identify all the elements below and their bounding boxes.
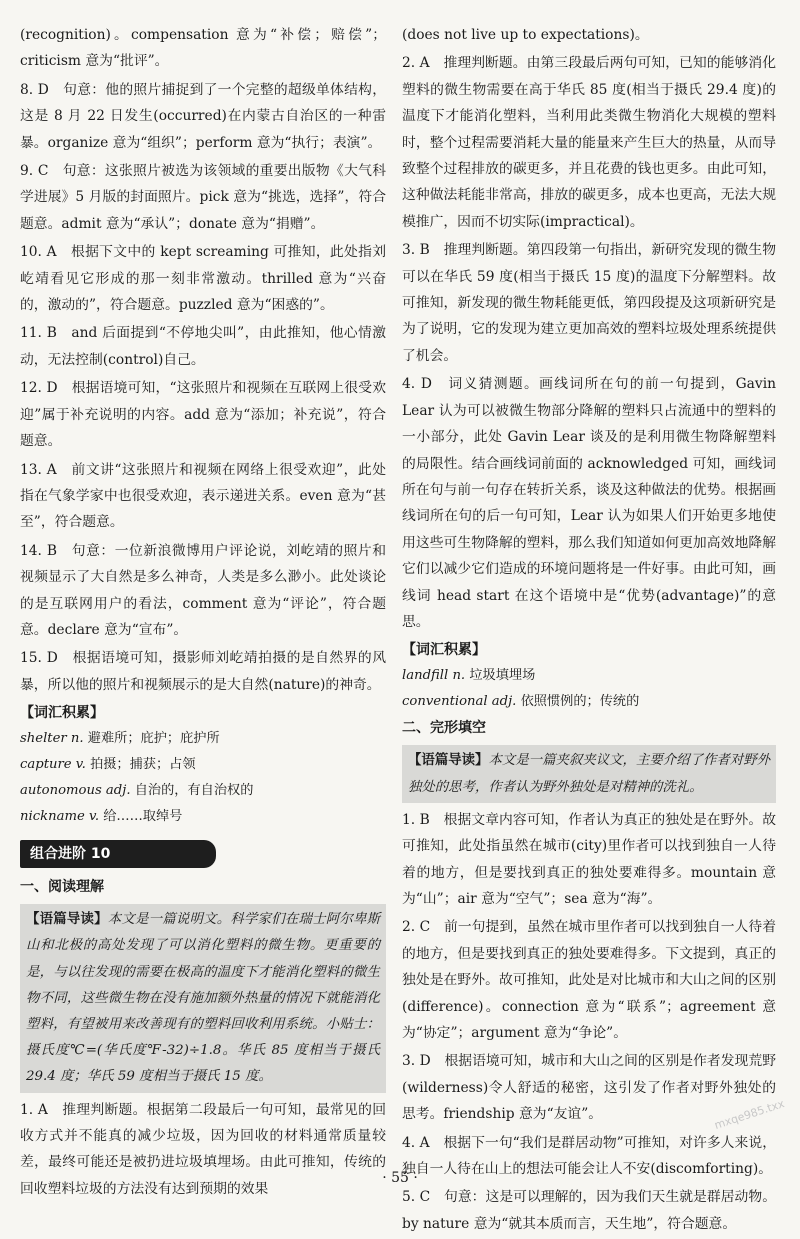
vocab-item: capture v. 拍摄；捕获；占领 (20, 757, 196, 773)
answer-item-3: 3. B 推理判断题。第四段第一句指出，新研究发现的微生物可以在华氏 59 度(相当于摄氏 15 度)的温度下分解塑料。故可推知，新发现的微生物耗能更低，第四段提及这项新研究是为了说明，它的发现为建立更加高效的塑料垃圾处理系统提供了机会。 (402, 242, 776, 364)
answer-item-1: 1. A 推理判断题。根据第二段最后一句可知，最常见的回收方式并不能真的减少垃圾，因为回收的材料通常质量较差，最终可能还是被扔进垃圾填埋场。由此可推知，传统的回收塑料垃圾的方法没有达到预期的效果 (20, 1101, 386, 1197)
section-title: 一、阅读理解 (20, 879, 104, 896)
answer-item-2: 2. A 推理判断题。由第三段最后两句可知，已知的能够消化塑料的微生物需要在高于华氏 85 度(相当于摄氏 29.4 度)的温度下才能消化塑料，当利用此类微生物消化大规模的塑料时，整个过程需要消耗大量的能量来产生巨大的热量，从而导致整个过程排放的碳更多，并且花费的钱也更多。由此可知，这种做法耗能非常高，排放的碳更多，成本也更高，无法大规模推广，因而不切实际(impractical)。 (402, 55, 776, 230)
answer-item-10: 10. A 根据下文中的 kept screaming 可推知，此处指刘屹靖看见它形成的那一刻非常激动。thrilled 意为“兴奋的，激动的”，符合题意。puzzled 意为“困惑的”。 (20, 244, 386, 314)
answer-item-8: 8. D 句意：他的照片捕捉到了一个完整的超级单体结构，这是 8 月 22 日发生(occurred)在内蒙古自治区的一种雷暴。organize 意为“组织”；perform 意为“执行；表演”。 (20, 81, 386, 151)
page-number: · 55 · (382, 1170, 418, 1186)
cloze-item-2: 2. C 前一句提到，虽然在城市里作者可以找到独自一人待着的地方，但是要找到真正的独处要难得多。下文提到，真正的独处是在野外。故可推知，此处是对比城市和大山之间的区别(difference)。connection 意为“联系”；agreement 意为“协定”；argument 意为“争论”。 (402, 919, 776, 1041)
cloze-item-4: 4. A 根据下一句“我们是群居动物”可推知，对许多人来说，独自一人待在山上的想法可能会让人不安(discomforting)。 (402, 1134, 776, 1178)
section-banner: 组合进阶 10 (20, 840, 216, 868)
right-column (402, 22, 776, 1239)
vocab-header: 【词汇积累】 (20, 705, 104, 722)
answer-item-9: 9. C 句意：这张照片被选为该领域的重要出版物《大气科学进展》5 月版的封面照片。pick 意为“挑选，选择”，符合题意。admit 意为“承认”；donate 意为“捐赠”。 (20, 163, 386, 232)
vocab-item: nickname v. 给……取绰号 (20, 809, 183, 825)
vocab-item: landfill n. 垃圾填埋场 (402, 668, 536, 684)
answer-item-15: 15. D 根据语境可知，摄影师刘屹靖拍摄的是自然界的风暴，所以他的照片和视频展示的是大自然(nature)的神奇。 (20, 650, 386, 693)
left-column (20, 22, 386, 1204)
answer-item-12: 12. D 根据语境可知，“这张照片和视频在互联网上很受欢迎”属于补充说明的内容。add 意为“添加；补充说”，符合题意。 (20, 380, 386, 450)
cloze-item-3: 3. D 根据语境可知，城市和大山之间的区别是作者发现荒野(wilderness)令人舒适的秘密，这引发了作者对野外独处的思考。friendship 意为“友谊”。 (402, 1053, 776, 1123)
vocab-item: conventional adj. 依照惯例的；传统的 (402, 694, 640, 710)
section-title: 二、完形填空 (402, 720, 486, 737)
answer-item-4: 4. D 词义猜测题。画线词所在句的前一句提到，Gavin Lear 认为可以被微生物部分降解的塑料只占流通中的塑料的一小部分，此处 Gavin Lear 谈及的是利用微生物降解塑料的局限性。结合画线词前面的 acknowledged 可知，画线词所在句与前一句存在转折关系，谈及这种做法的优势。根据画线词所在句的后一句可知，Lear 认为如果人们开始更多地使用这些可生物降解的塑料，那么我们知道如何更加高效地降解它们以减少它们造成的环境问题将是一件好事。由此可知，画线词 head start 在这个语境中是“优势(advantage)”的意思。 (402, 376, 776, 630)
answer-item: (does not live up to expectations)。 (402, 27, 649, 43)
watermark-text: mxqe985.txx (712, 1097, 787, 1132)
reading-guide: 【语篇导读】本文是一篇说明文。科学家们在瑞士阿尔卑斯山和北极的高处发现了可以消化塑料的微生物。更重要的是，与以往发现的需要在极高的温度下才能消化塑料的微生物不同，这些微生物在没有施加额外热量的情况下就能消化塑料，有望被用来改善现有的塑料回收利用系统。小贴士：摄氏度℃=(华氏度℉-32)÷1.8。华氏 85 度相当于摄氏 29.4 度；华氏 59 度相当于摄氏 15 度。 (20, 904, 386, 1092)
reading-guide: 【语篇导读】本文是一篇夹叙夹议文，主要介绍了作者对野外独处的思考，作者认为野外独处是对精神的洗礼。 (402, 745, 776, 802)
vocab-header: 【词汇积累】 (402, 642, 486, 659)
cloze-item-5: 5. C 句意：这是可以理解的，因为我们天生就是群居动物。by nature 意为“就其本质而言，天生地”，符合题意。 (402, 1189, 776, 1232)
cloze-item-1: 1. B 根据文章内容可知，作者认为真正的独处是在野外。故可推知，此处指虽然在城市(city)里作者可以找到独自一人待着的地方，但是要找到真正的独处要难得多。mountain 意为“山”；air 意为“空气”；sea 意为“海”。 (402, 811, 776, 907)
answer-item-13: 13. A 前文讲“这张照片和视频在网络上很受欢迎”，此处指在气象学家中也很受欢迎，表示递进关系。even 意为“甚至”，符合题意。 (20, 461, 386, 531)
answer-item: (recognition)。compensation 意为“补偿；赔偿”；criticism 意为“批评”。 (20, 27, 386, 70)
vocab-item: autonomous adj. 自治的，有自治权的 (20, 783, 254, 799)
answer-item-11: 11. B and 后面提到“不停地尖叫”，由此推知，他心情激动，无法控制(control)自己。 (20, 325, 386, 368)
vocab-item: shelter n. 避难所；庇护；庇护所 (20, 731, 220, 747)
answer-item-14: 14. B 句意：一位新浪微博用户评论说，刘屹靖的照片和视频显示了大自然是多么神奇，人类是多么渺小。此处谈论的是互联网用户的看法，comment 意为“评论”，符合题意。declare 意为“宣布”。 (20, 542, 386, 638)
